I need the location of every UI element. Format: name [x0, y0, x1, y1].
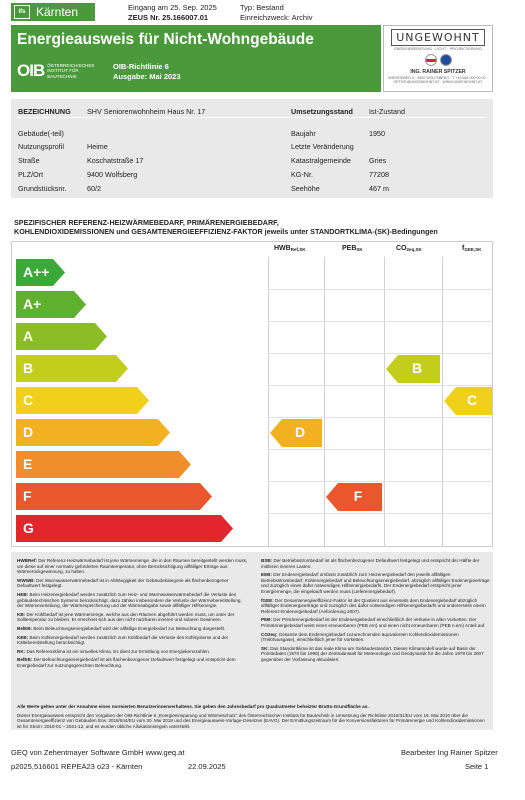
legend-term: BefEB:: [17, 657, 33, 663]
energy-class-bar: [16, 323, 107, 350]
company-address: WIESENWEG 3 · 9400 WOLFSBERG · T +43 664 000 00 00 · OFFICE@UNGEWOHNT.AT · WWW.UNGEWOHNT.AT: [388, 76, 488, 85]
legend-item: [17, 558, 249, 575]
grid-row-line: [268, 353, 492, 354]
eu-seal-icon: [440, 54, 452, 66]
energy-class-label: E: [23, 456, 33, 472]
legend-term: BelEB:: [17, 625, 33, 631]
rating-marker: [386, 355, 440, 383]
energy-class-bar: [16, 259, 65, 286]
legend-item: [17, 626, 249, 632]
energy-class-bar: [16, 387, 149, 414]
energy-class-label: A++: [23, 264, 50, 280]
legend-item: [17, 578, 249, 589]
building-info: [11, 99, 493, 198]
legend-text: Beim Heizenergiebedarf werden zusätzlich zum Heiz- und Warmwasserwärmebedarf die Verluste des gebäudetechnischen Systems berücksichtigt, dazu zählen insbesondere die Verluste der Wärmebereitstellung, der Wärmeverteilung, der Wärmespeicherung und der Wärmeabgabe sowie allfälliger Hilfsenergie.: [17, 591, 242, 609]
legend-item: [17, 612, 249, 623]
info-left-value: Heime: [87, 142, 108, 151]
legend-text: Der Gesamtenergieeffizienz-Faktor ist der Quotient aus einerseits dem Endenergiebedarf abzüglich allfälliger Endenergieerträge und zuzüglich des dafür notwendigen Hilfsenergiebedarfs und andererseits einem Referenz-Endenergiebedarf (Anforderung 2007).: [261, 597, 486, 614]
legend-text: Der Befeuchtungsenergiebedarf ist als flächenbezogener Defaultwert festgelegt und entspricht dem Energiebedarf zur nutzungsgerechten Befeuchtung.: [17, 657, 236, 668]
grid-row-line: [268, 417, 492, 418]
footer-author: Bearbeiter Ing Rainer Spitzer: [401, 748, 498, 757]
legend-text: Der Endenergiebedarf umfasst zusätzlich zum Heizenergiebedarf den jeweils allfälligen Betriebsstrombedarf, Kühlenergiebedarf und Beleuchtungsenergiebedarf, abzüglich allfälliger Endenergieerträge und zuzüglich eines dafür notwendigen Hilfsenergiebedarfs. Der Endenergiebedarf entspricht jener Energiemenge, die eingekauft werden muss (Lieferenergiebedarf).: [261, 572, 490, 594]
energy-class-bar: [16, 515, 233, 542]
energy-class-label: B: [23, 360, 34, 376]
legend-term: EEB:: [261, 572, 272, 578]
legend-item: [17, 657, 249, 668]
austria-seal-icon: [425, 54, 437, 66]
grid-row-line: [268, 513, 492, 514]
legend-note-values: Alle Werte gelten unter der Annahme eines normierten Benutzerinnenverhaltens. Sie geben den Jahresbedarf pro Quadratmeter beheizter Brutto-Grundfläche an.: [17, 704, 369, 709]
region-name: Kärnten: [36, 5, 79, 19]
legend-item: [261, 617, 493, 628]
info-separator: [17, 117, 487, 118]
legend-text: Beim Kühlenergiebedarf werden zusätzlich zum Kühlbedarf die Verluste des Kühlsystems und der Kältebereitstellung berücksichtigt.: [17, 634, 229, 646]
legend-term: PEB:: [261, 617, 272, 623]
energy-class-arrow: [16, 387, 149, 414]
energy-class-arrow: [16, 451, 191, 478]
rating-marker: [326, 483, 382, 511]
legend-text: Der Kühlbedarf ist jene Wärmemenge, welche aus den Räumen abgeführt werden muss, um unter der Solltemperatur zu bleiben. Er errechnet sich aus den nicht nutzbaren inneren und solaren Gewinnen.: [17, 611, 235, 623]
submission-purpose: Einreichzweck: Archiv: [240, 12, 313, 22]
info-left-value: 9400 Wolfsberg: [87, 170, 138, 179]
energy-class-label: C: [23, 392, 34, 408]
footer-page: Seite 1: [465, 762, 489, 771]
info-right-value: 77208: [369, 170, 389, 179]
info-left-label: Straße: [18, 156, 40, 165]
energy-class-bar: [16, 291, 86, 318]
rating-section-title-line2: KOHLENDIOXIDEMISSIONEN und GESAMTENERGIEEFFIZIENZ-FAKTOR jeweils unter STANDORTKLIMA-(SK)-Bedingungen: [14, 227, 438, 236]
energy-class-bar: [16, 355, 128, 382]
legend-text: Der Referenz-Heizwärmebedarf ist jene Wärmemenge, die in den Räumen bereitgestellt werden muss, um diese auf einer normativ geforderten Raumtemperatur, ohne Berücksichtigung allfälliger Erträge aus Wärmerückgewinnung, zu halten.: [17, 558, 248, 575]
energy-class-label: G: [23, 520, 34, 536]
status-value: Ist-Zustand: [369, 107, 405, 116]
document-title: Energieausweis für Nicht-Wohngebäude: [17, 31, 314, 48]
legend-note-directive: Dieser Energieausweis entspricht den Vorgaben der OIB-Richtlinie 6 „Energieeinsparung und Wärmeschutz“ des Österreichischen Instituts für Bautechnik in Umsetzung der Richtlinie 2010/31/EU vom 19. Mai 2010 über die Gesamtenergieeffizienz von Gebäuden bzw. 2018/844/EU vom 30. Mai 2018 und des Energieausweis-Vorlage-Gesetzes (EAVG). Der Ermittlungszeitraum für die Konversionsfaktoren für Primärenergie und Kohlendioxidemissionen ist für Strom: 2018-01 – 2021-12, und es wurden übliche Allokationsregeln unterstellt.: [17, 712, 485, 729]
guideline-info: [113, 62, 181, 81]
meta-left: [128, 3, 217, 22]
rating-marker: [270, 419, 322, 447]
grid-row-line: [268, 321, 492, 322]
info-left-label: Gebäude(-teil): [18, 129, 64, 138]
energy-class-label: D: [23, 424, 34, 440]
info-right-label: KG-Nr.: [291, 170, 313, 179]
rating-section-title: [14, 218, 494, 236]
state-logo: [11, 3, 95, 21]
energy-class-shape: [16, 515, 233, 542]
legend-term: fGEE:: [261, 597, 274, 603]
energy-class-shape: [16, 451, 191, 478]
grid-column-line: [324, 257, 325, 546]
rating-marker-label: B: [411, 360, 423, 376]
legend-term: BSB:: [261, 558, 273, 563]
footer-date: 22.09.2025: [188, 762, 226, 771]
company-box: [383, 25, 493, 92]
grid-column-line: [384, 257, 385, 546]
grid-row-line: [268, 289, 492, 290]
energy-class-shape: [16, 483, 212, 510]
energy-class-bar: [16, 483, 212, 510]
info-right-value: Gries: [369, 156, 387, 165]
rating-marker-label: D: [294, 424, 306, 440]
status-label: Umsetzungsstand: [291, 107, 353, 116]
energy-class-arrow: [16, 515, 233, 542]
grid-column-line: [268, 257, 269, 546]
legend-term: HEB:: [17, 591, 29, 597]
rating-marker-label: F: [353, 488, 363, 504]
column-header-fgee: $f_{GEE,SK}$: [462, 245, 482, 252]
legend-term: HWBRef:: [17, 558, 37, 563]
legend-text: Das Referenzklima ist ein virtuelles Klima. Es dient zur Ermittlung von Energiekennzahlen.: [26, 648, 211, 654]
zeus-number: ZEUS Nr. 25.166007.01: [128, 12, 209, 22]
rating-section-title-line1: SPEZIFISCHER REFERENZ-HEIZWÄRMEBEDARF, PRIMÄRENERGIEBEDARF,: [14, 218, 279, 227]
info-left-label: PLZ/Ort: [18, 170, 44, 179]
legend-term: RK:: [17, 648, 26, 654]
document-header: [11, 25, 381, 92]
legend-text: Der Primärenergiebedarf ist der Endenergiebedarf einschließlich der Verluste in allen Vorketten. Der Primärenergiebedarf weist einen erneuerbaren (PEB ern) und einen nicht erneuerbaren (PEB n.ern) Anteil auf.: [261, 617, 486, 628]
grid-row-line: [268, 385, 492, 386]
column-header-peb: $PEB_{SK}$: [342, 245, 363, 252]
company-name: ING. RAINER SPITZER: [410, 69, 466, 75]
legend-term: SK:: [261, 645, 269, 651]
rating-marker-label: C: [466, 392, 478, 408]
legend-right-column: [261, 558, 493, 666]
legend-text: Das Standortklima ist das reale Klima am Gebäudestandort. Dieses Klimamodell wurde auf Basis der Primärdaten (1970 bis 1999) der Zentralanstalt für Meteorologie und Geodynamik für die Jahre 1978 bis 2007 gegenüber der Vorfassung aktualisiert.: [261, 645, 484, 662]
legend-term: CO2eq:: [261, 631, 278, 637]
info-right-label: Letzte Veränderung: [291, 142, 354, 151]
info-right-label: Seehöhe: [291, 184, 320, 193]
energy-class-label: A: [23, 328, 34, 344]
company-tagline: ENERGIEBERATUNG · LICHT · PROJEKTIERUNG: [394, 47, 482, 51]
legend-text: Beim Beleuchtungsenergiebedarf wird der allfällige Energiebedarf zur Beleuchtung dargestellt.: [33, 625, 226, 631]
info-left-value: Koschatstraße 17: [87, 156, 144, 165]
energy-class-arrow: [16, 419, 170, 446]
designation-label: BEZEICHNUNG: [18, 107, 71, 116]
top-strip: [0, 0, 525, 24]
info-left-label: Grundstücksnr.: [18, 184, 67, 193]
legend-notes: [17, 704, 487, 732]
legend-item: [261, 572, 493, 594]
legend-text: Der Betriebsstrombedarf ist als flächenbezogener Defaultwert festgelegt und entspricht der Hälfte der mittleren inneren Lasten.: [261, 558, 480, 569]
certification-seals: [384, 54, 492, 66]
legend-term: KEB:: [17, 634, 29, 640]
footer-code: p2025,516601 REPEA23 o23 - Kärnten: [11, 762, 143, 771]
energy-class-shape: [16, 419, 170, 446]
state-logo-icon: ifs: [14, 5, 30, 19]
received-date: Eingang am 25. Sep. 2025: [128, 3, 217, 12]
guideline-name: OIB-Richtlinie 6: [113, 62, 169, 71]
energy-rating-grid: [11, 241, 493, 547]
document-type: Typ: Bestand: [240, 3, 284, 12]
meta-right: [240, 3, 313, 22]
legend-left-column: [17, 558, 249, 672]
company-logo: UNGEWOHNT: [391, 29, 485, 46]
legend-item: [17, 592, 249, 609]
legend-text: Gesamte dem Endenergiebedarf zuzurechnenden äquivalenten Kohlendioxidemissionen (Treibhausgase), einschließlich jener für Vorketten.: [261, 631, 459, 643]
legend-item: [261, 558, 493, 569]
oib-logo: [17, 61, 107, 81]
oib-logo-icon: OIB: [17, 61, 45, 80]
legend-item: [261, 598, 493, 615]
legend-item: [17, 649, 249, 655]
energy-class-arrow: [16, 483, 212, 510]
grid-column-line: [442, 257, 443, 546]
energy-class-bar: [16, 419, 170, 446]
info-right-value: 1950: [369, 129, 385, 138]
legend-panel: [11, 552, 493, 730]
legend-term: KB:: [17, 611, 26, 617]
designation-value: SHV Seniorenwohnheim Haus Nr. 17: [87, 107, 206, 116]
info-right-value: 467 m: [369, 184, 389, 193]
energy-class-shape: [16, 387, 149, 414]
grid-row-line: [268, 481, 492, 482]
legend-text: Der Warmwasserwärmebedarf ist in Abhängigkeit der Gebäudekategorie als flächenbezogener Defaultwert festgelegt.: [17, 577, 229, 589]
column-header-hwb: $HWB_{Ref,SK}$: [274, 245, 306, 252]
legend-item: [17, 635, 249, 646]
legend-term: WWWB:: [17, 577, 35, 583]
info-left-value: 60/2: [87, 184, 101, 193]
energy-class-bar: [16, 451, 191, 478]
column-header-co2: $CO_{2eq,SK}$: [396, 245, 422, 252]
energy-class-label: F: [23, 488, 32, 504]
legend-item: [261, 646, 493, 663]
guideline-edition: Ausgabe: Mai 2023: [113, 71, 181, 81]
info-left-label: Nutzungsprofil: [18, 142, 64, 151]
info-right-label: Baujahr: [291, 129, 316, 138]
rating-marker: [444, 387, 492, 415]
info-right-label: Katastralgemeinde: [291, 156, 351, 165]
energy-class-label: A+: [23, 296, 42, 312]
footer-software: GEQ von Zehentmayer Software GmbH www.geq.at: [11, 748, 185, 757]
oib-institute-name: ÖSTERREICHISCHES INSTITUT FÜR BAUTECHNIK: [47, 62, 95, 79]
grid-row-line: [268, 449, 492, 450]
legend-item: [261, 632, 493, 643]
